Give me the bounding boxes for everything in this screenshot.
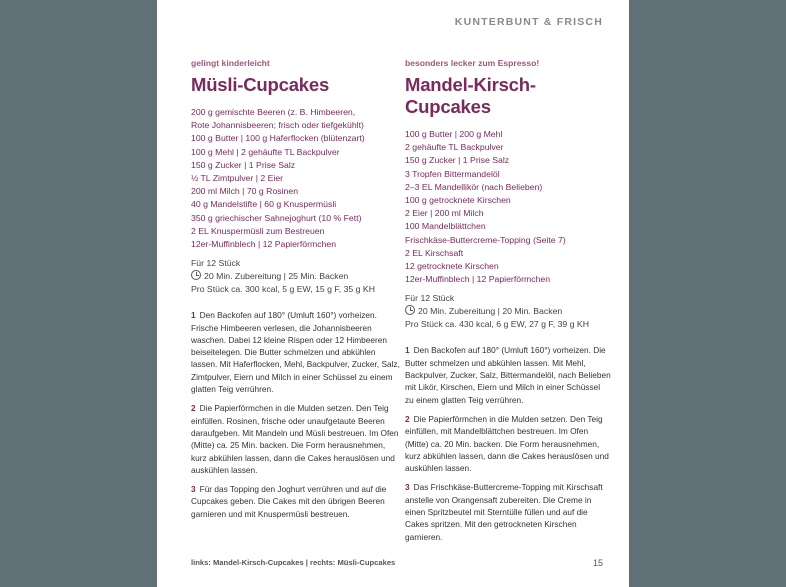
ingredient-item: 40 g Mandelstifte | 60 g Knuspermüsli: [191, 199, 337, 210]
ingredient-item: 100 g Butter | 200 g Mehl: [405, 129, 503, 139]
step-number: 3: [191, 484, 196, 495]
ingredient-item: 100 Mandelblättchen: [405, 221, 486, 232]
ingredient-item: ½ TL Zimtpulver | 2 Eier: [191, 173, 284, 184]
chapter-header: KUNTERBUNT & FRISCH: [454, 16, 603, 28]
nutrition: Pro Stück ca. 430 kcal, 6 g EW, 27 g F, 39 g KH: [405, 319, 589, 330]
ingredient-item: Rote Johannisbeeren; frisch oder tiefgekühlt): [191, 120, 364, 131]
ingredient-item: 12 getrocknete Kirschen: [405, 261, 499, 272]
ingredient-item: 200 ml Milch | 70 g Rosinen: [191, 186, 299, 197]
ingredient-item: 200 g gemischte Beeren (z. B. Himbeeren,: [191, 107, 356, 117]
ingredient-item: 350 g griechischer Sahnejoghurt (10 % Fett): [191, 212, 362, 223]
step-number: 1: [191, 310, 196, 321]
step-number: 1: [405, 345, 410, 356]
step-text: Den Backofen auf 180° (Umluft 160°) vorheizen. Die Butter schmelzen und abkühlen lassen. Mit Mehl, Backpulver, Zucker, Salz, Bittermandelöl, nach Belieben mit Likör, Kirschen, Eiern und Milch in einer Schüssel zu einem glatten Teig verrühren.: [405, 345, 611, 405]
recipe-meta: [405, 292, 611, 331]
step-text: Die Papierförmchen in die Mulden setzen. Den Teig einfüllen, mit Mandelblättchen bestreuen. Im Ofen (Mitte) ca. 20 Min. backen. Die Form herausnehmen, kurz abkühlen lassen, dann die Cakes herauslösen und auskühlen lassen.: [405, 413, 609, 474]
recipe-meta: [191, 257, 401, 296]
ingredient-item: 150 g Zucker | 1 Prise Salz: [191, 159, 296, 170]
ingredient-item: 100 g getrocknete Kirschen: [405, 195, 511, 206]
step-list: [191, 309, 401, 520]
image-caption: links: Mandel-Kirsch-Cupcakes | rechts: Müsli-Cupcakes: [191, 558, 396, 567]
clock-icon: [191, 270, 201, 280]
ingredient-item: 2 Eier | 200 ml Milch: [405, 208, 484, 219]
step-number: 2: [405, 413, 410, 424]
servings: Für 12 Stück: [191, 258, 241, 269]
ingredient-item: Frischkäse-Buttercreme-Topping (Seite 7): [405, 234, 566, 245]
ingredient-item: 2–3 EL Mandellikör (nach Belieben): [405, 181, 543, 192]
recipe-left: [191, 58, 401, 527]
ingredient-item: 12er-Muffinblech | 12 Papierförmchen: [405, 274, 551, 285]
step: [191, 483, 401, 520]
ingredient-item: 2 gehäufte TL Backpulver: [405, 142, 504, 153]
step-text: Für das Topping den Joghurt verrühren und auf die Cupcakes geben. Die Cakes mit den übrigen Beeren garnieren und mit Knuspermüsli bestreuen.: [191, 484, 387, 519]
recipe-kicker: besonders lecker zum Espresso!: [405, 58, 540, 68]
ingredient-list: [405, 128, 611, 286]
time-row: [405, 305, 611, 318]
ingredient-item: 2 EL Knuspermüsli zum Bestreuen: [191, 225, 325, 236]
recipe-kicker: gelingt kinderleicht: [191, 58, 270, 68]
step: [191, 309, 401, 395]
recipe-title: Müsli-Cupcakes: [191, 74, 330, 95]
step-text: Das Frischkäse-Buttercreme-Topping mit Kirschsaft anstelle von Orangensaft zubereiten. Die Creme in einen Spritzbeutel mit Sterntülle füllen und auf die Cakes spritzen. Mit den getrockneten Kirschen garnieren.: [405, 482, 603, 542]
recipe-page: [157, 0, 629, 587]
recipe-right: [405, 58, 611, 550]
page-number: 15: [592, 558, 603, 568]
step: [191, 402, 401, 476]
step: [405, 481, 611, 542]
ingredient-list: [191, 106, 401, 251]
step-text: Die Papierförmchen in die Mulden setzen. Den Teig einfüllen. Rosinen, frische oder unaufgetaute Beeren daraufgeben. Mit Mandeln und Müsli bestreuen. Im Ofen (Mitte) ca. 25 Min. backen. Die Form herausnehmen, kurz abkühlen lassen, dann die Cakes herauslösen und auskühlen lassen.: [191, 403, 399, 475]
step-number: 3: [405, 482, 410, 493]
ingredient-item: 12er-Muffinblech | 12 Papierförmchen: [191, 239, 337, 250]
ingredient-item: 100 g Butter | 100 g Haferflocken (blütenzart): [191, 133, 365, 144]
step: [405, 413, 611, 474]
ingredient-item: 2 EL Kirschsaft: [405, 247, 464, 258]
step: [405, 344, 611, 405]
step-number: 2: [191, 403, 196, 414]
time-text: 20 Min. Zubereitung | 25 Min. Backen: [204, 271, 349, 282]
ingredient-item: 100 g Mehl | 2 gehäufte TL Backpulver: [191, 146, 340, 157]
nutrition: Pro Stück ca. 300 kcal, 5 g EW, 15 g F, 35 g KH: [191, 284, 375, 295]
recipe-title: Mandel-Kirsch-Cupcakes: [405, 74, 536, 117]
ingredient-item: 150 g Zucker | 1 Prise Salz: [405, 155, 510, 166]
step-text: Den Backofen auf 180° (Umluft 160°) vorheizen. Frische Himbeeren verlesen, die Johannisbeeren waschen. Dabei 12 kleine Rispen oder 12 Himbeeren beiseitelegen. Die Butter schmelzen und abkühlen lassen. Mit Haferflocken, Mehl, Backpulver, Zucker, Salz, Zimtpulver, Eiern und Milch in einer Schüssel zu einem glatten Teig verrühren.: [191, 310, 400, 395]
step-list: [405, 344, 611, 542]
time-row: [191, 270, 401, 283]
time-text: 20 Min. Zubereitung | 20 Min. Backen: [418, 306, 563, 317]
ingredient-item: 3 Tropfen Bittermandelöl: [405, 168, 500, 179]
clock-icon: [405, 305, 415, 315]
servings: Für 12 Stück: [405, 293, 455, 304]
